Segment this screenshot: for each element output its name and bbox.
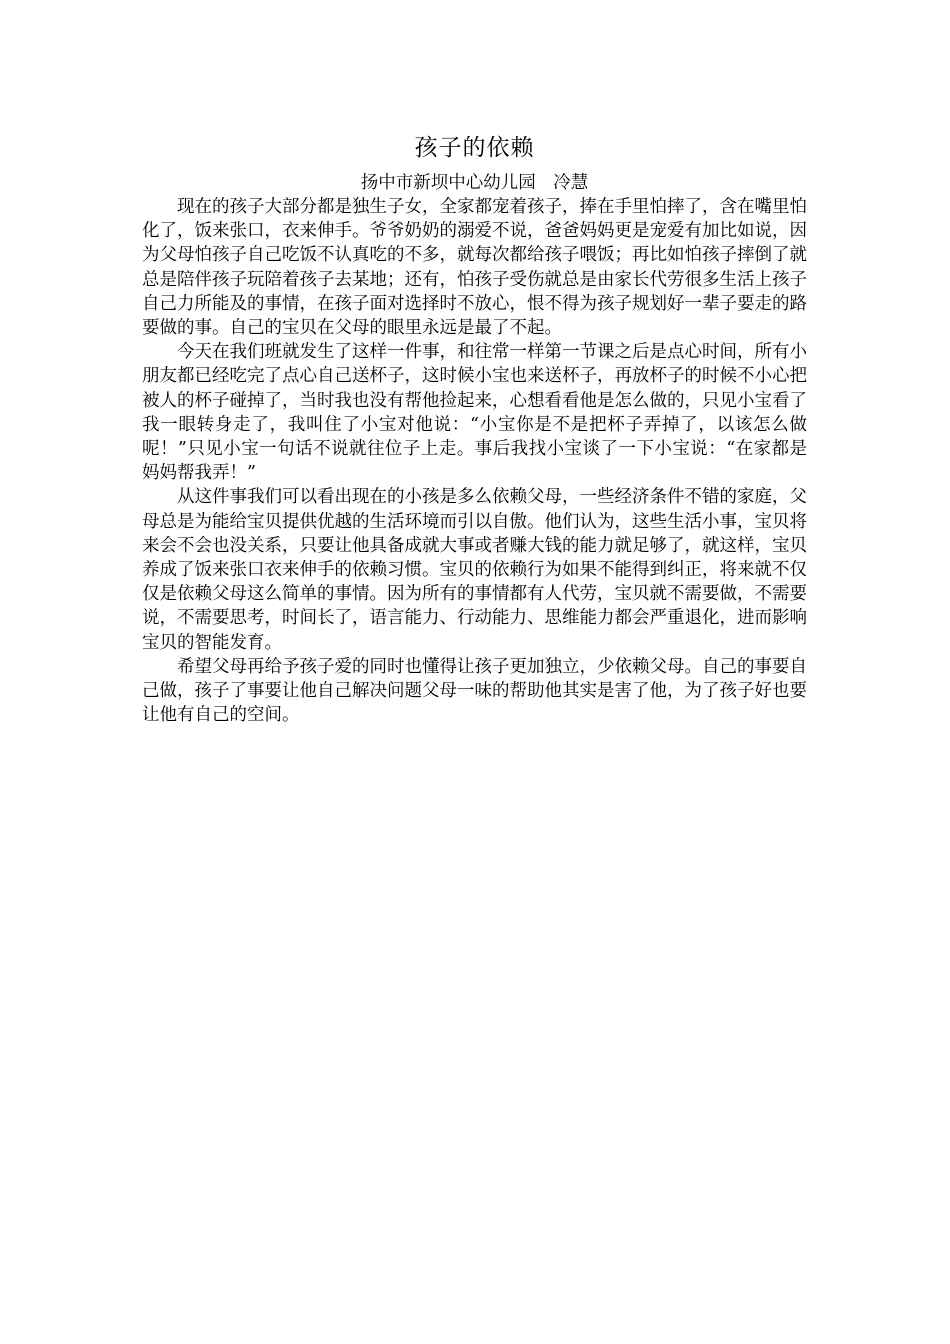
paragraph-1: 现在的孩子大部分都是独生子女，全家都宠着孩子，捧在手里怕摔了，含在嘴里怕化了，饭来张口，衣来伸手。爷爷奶奶的溺爱不说，爸爸妈妈更是宠爱有加比如说，因为父母怕孩子自己吃饭不认真吃的不多，就每次都给孩子喂饭；再比如怕孩子摔倒了就总是陪伴孩子玩陪着孩子去某地；还有，怕孩子受伤就总是由家长代劳很多生活上孩子自己力所能及的事情，在孩子面对选择时不放心，恨不得为孩子规划好一辈子要走的路要做的事。自己的宝贝在父母的眼里永远是最了不起。 <box>142 197 807 339</box>
author-byline: 扬中市新坝中心幼儿园 冷慧 <box>360 173 589 193</box>
document-body <box>142 130 807 727</box>
paragraph-2: 今天在我们班就发生了这样一件事，和往常一样第一节课之后是点心时间，所有小朋友都已经吃完了点心自己送杯子，这时候小宝也来送杯子，再放杯子的时候不小心把被人的杯子碰掉了，当时我也没有帮他捡起来，心想看看他是怎么做的，只见小宝看了我一眼转身走了，我叫住了小宝对他说：“小宝你是不是把杯子弄掉了，以该怎么做呢！”只见小宝一句话不说就往位子上走。事后我找小宝谈了一下小宝说：“在家都是妈妈帮我弄！” <box>142 342 807 484</box>
paragraph-3: 从这件事我们可以看出现在的小孩是多么依赖父母，一些经济条件不错的家庭，父母总是为能给宝贝提供优越的生活环境而引以自傲。他们认为，这些生活小事，宝贝将来会不会也没关系，只要让他具备成就大事或者赚大钱的能力就足够了，就这样，宝贝养成了饭来张口衣来伸手的依赖习惯。宝贝的依赖行为如果不能得到纠正，将来就不仅仅是依赖父母这么简单的事情。因为所有的事情都有人代劳，宝贝就不需要做，不需要说，不需要思考，时间长了，语言能力、行动能力、思维能力都会严重退化，进而影响宝贝的智能发育。 <box>142 487 807 653</box>
document-title: 孩子的依赖 <box>414 135 535 161</box>
paragraph-4: 希望父母再给予孩子爱的同时也懂得让孩子更加独立，少依赖父母。自己的事要自己做，孩子了事要让他自己解决问题父母一味的帮助他其实是害了他，为了孩子好也要让他有自己的空间。 <box>142 656 807 726</box>
